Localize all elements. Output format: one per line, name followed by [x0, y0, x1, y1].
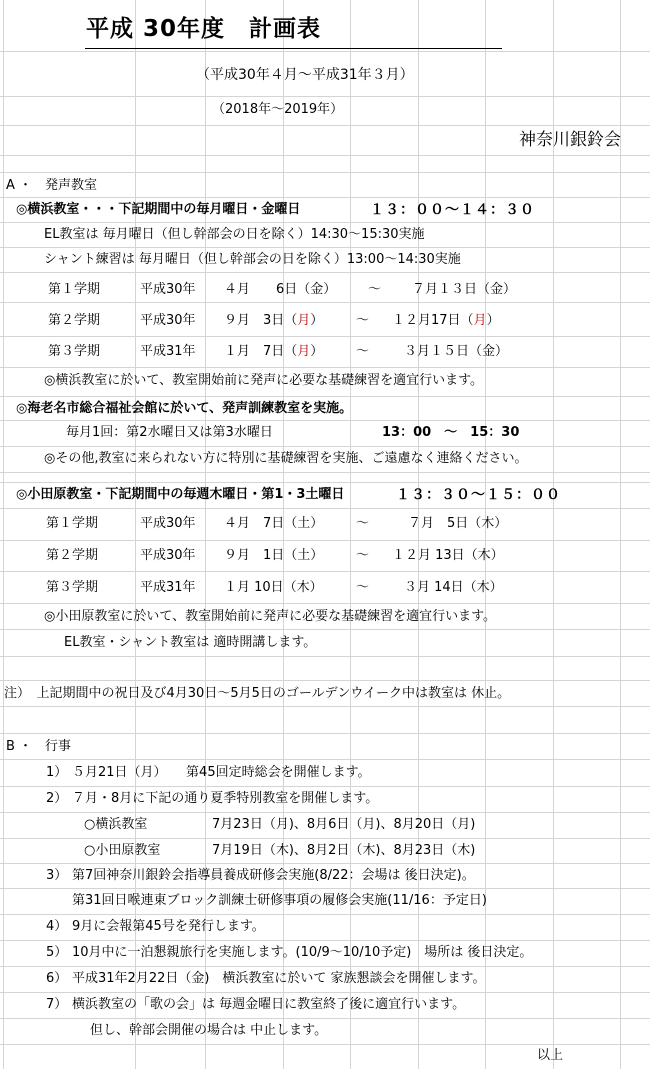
- event-text: 平成31年2月22日（金) 横浜教室に於いて 家族懇談会を開催します。: [72, 971, 486, 986]
- term-end: ７月 5日（木）: [408, 516, 508, 531]
- closing-mark: 以上: [537, 1048, 564, 1063]
- odawara-el-line: EL教室・シャント教室は 適時開講します。: [64, 635, 317, 650]
- term-tilde: ～: [356, 344, 370, 359]
- term-tilde: ～: [356, 313, 370, 328]
- term-year: 平成30年: [140, 548, 196, 563]
- term-label: 第１学期: [46, 516, 99, 531]
- yokohama-title: ◎横浜教室・・・下記期間中の毎月曜日・金曜日: [16, 202, 301, 217]
- event-subtext: 但し、幹部会開催の場合は 中止します。: [90, 1023, 328, 1038]
- summer-class-place: ○横浜教室: [84, 817, 148, 832]
- term-tilde: ～: [356, 548, 370, 563]
- event-text: 第7回神奈川銀鈴会指導員養成研修会実施(8/22：会場は 後日決定)。: [72, 868, 475, 883]
- term-label: 第２学期: [48, 313, 101, 328]
- summer-class-dates: 7月23日（月)、8月6日（月)、8月20日（月): [212, 817, 476, 832]
- term-start: ４月 6日（金）: [224, 282, 337, 297]
- term-start: ９月 3日（月）: [224, 313, 324, 328]
- event-text: ７月・8月に下記の通り夏季特別教室を開催します。: [72, 791, 379, 806]
- weekday-highlight: 月: [297, 344, 311, 359]
- yokohama-time: １３：００～１４：３０: [370, 202, 535, 218]
- term-label: 第３学期: [46, 580, 99, 595]
- event-number: 2）: [46, 791, 68, 806]
- ebina-time: 13：00 ～ 15：30: [382, 425, 520, 440]
- event-number: 7）: [46, 997, 68, 1012]
- event-number: 6）: [46, 971, 68, 986]
- term-end: ３月１５日（金）: [404, 344, 509, 359]
- term-end: １２月 13日（木）: [392, 548, 504, 563]
- year-range: （2018年～2019年）: [212, 102, 344, 117]
- term-year: 平成31年: [140, 344, 196, 359]
- summer-class-place: ○小田原教室: [84, 843, 161, 858]
- event-text: 9月に会報第45号を発行します。: [72, 919, 265, 934]
- page-title: 平成 30年度 計画表: [86, 16, 322, 42]
- odawara-time: １３：３０～１５：００: [396, 487, 561, 503]
- summer-class-dates: 7月19日（木)、8月2日（木)、8月23日（木): [212, 843, 476, 858]
- event-number: 1）: [46, 765, 68, 780]
- section-a-heading: A ・ 発声教室: [6, 178, 98, 193]
- term-tilde: ～: [356, 580, 370, 595]
- term-year: 平成30年: [140, 282, 196, 297]
- term-year: 平成30年: [140, 516, 196, 531]
- term-start: ９月 1日（土）: [224, 548, 324, 563]
- term-label: 第１学期: [48, 282, 101, 297]
- event-number: 3）: [46, 868, 68, 883]
- term-year: 平成31年: [140, 580, 196, 595]
- event-text: 横浜教室の「歌の会」は 毎週金曜日に教室終了後に適宜行います。: [72, 997, 466, 1012]
- term-end: １２月17日（月）: [392, 313, 500, 328]
- weekday-highlight: 月: [473, 313, 487, 328]
- event-number: 5）: [46, 945, 68, 960]
- event-subtext: 第31回日喉連東ブロック訓練士研修事項の履修会実施(11/16：予定日): [72, 893, 487, 908]
- ebina-note: ◎その他,教室に来られない方に特別に基礎練習を実施、ご遠慮なく連絡ください。: [44, 451, 528, 466]
- title-underline: [85, 48, 502, 49]
- yokohama-el-line: EL教室は 毎月曜日（但し幹部会の日を除く）14:30～15:30実施: [44, 227, 425, 242]
- term-label: 第２学期: [46, 548, 99, 563]
- yokohama-shunt-line: シャント練習は 毎月曜日（但し幹部会の日を除く）13:00～14:30実施: [44, 252, 461, 267]
- closure-footnote: 注） 上記期間中の祝日及び4月30日～5月5日のゴールデンウイーク中は教室は 休止。: [4, 686, 511, 701]
- term-end: ３月 14日（木）: [404, 580, 503, 595]
- term-start: １月 7日（月）: [224, 344, 324, 359]
- term-start: ４月 7日（土）: [224, 516, 324, 531]
- odawara-title: ◎小田原教室・下記期間中の毎週木曜日・第1・3土曜日: [16, 487, 345, 502]
- organization-name: 神奈川銀鈴会: [519, 130, 621, 150]
- ebina-title: ◎海老名市総合福祉会館に於いて、発声訓練教室を実施。: [16, 401, 353, 416]
- term-tilde: ～: [356, 516, 370, 531]
- term-year: 平成30年: [140, 313, 196, 328]
- yokohama-note: ◎横浜教室に於いて、教室開始前に発声に必要な基礎練習を適宜行います。: [44, 373, 484, 388]
- section-b-heading: B ・ 行事: [6, 739, 72, 754]
- term-start: １月 10日（木）: [224, 580, 323, 595]
- odawara-note: ◎小田原教室に於いて、教室開始前に発声に必要な基礎練習を適宜行います。: [44, 609, 497, 624]
- event-text: ５月21日（月） 第45回定時総会を開催します。: [72, 765, 371, 780]
- term-end: ７月１３日（金）: [412, 282, 517, 297]
- event-number: 4）: [46, 919, 68, 934]
- term-tilde: ～: [368, 282, 382, 297]
- event-text: 10月中に一泊懇親旅行を実施します。(10/9～10/10予定) 場所は 後日決定。: [72, 945, 533, 960]
- weekday-highlight: 月: [297, 313, 311, 328]
- ebina-schedule: 毎月1回：第2水曜日又は第3水曜日: [66, 425, 273, 440]
- term-label: 第３学期: [48, 344, 101, 359]
- period-range: （平成30年４月～平成31年３月）: [196, 67, 414, 83]
